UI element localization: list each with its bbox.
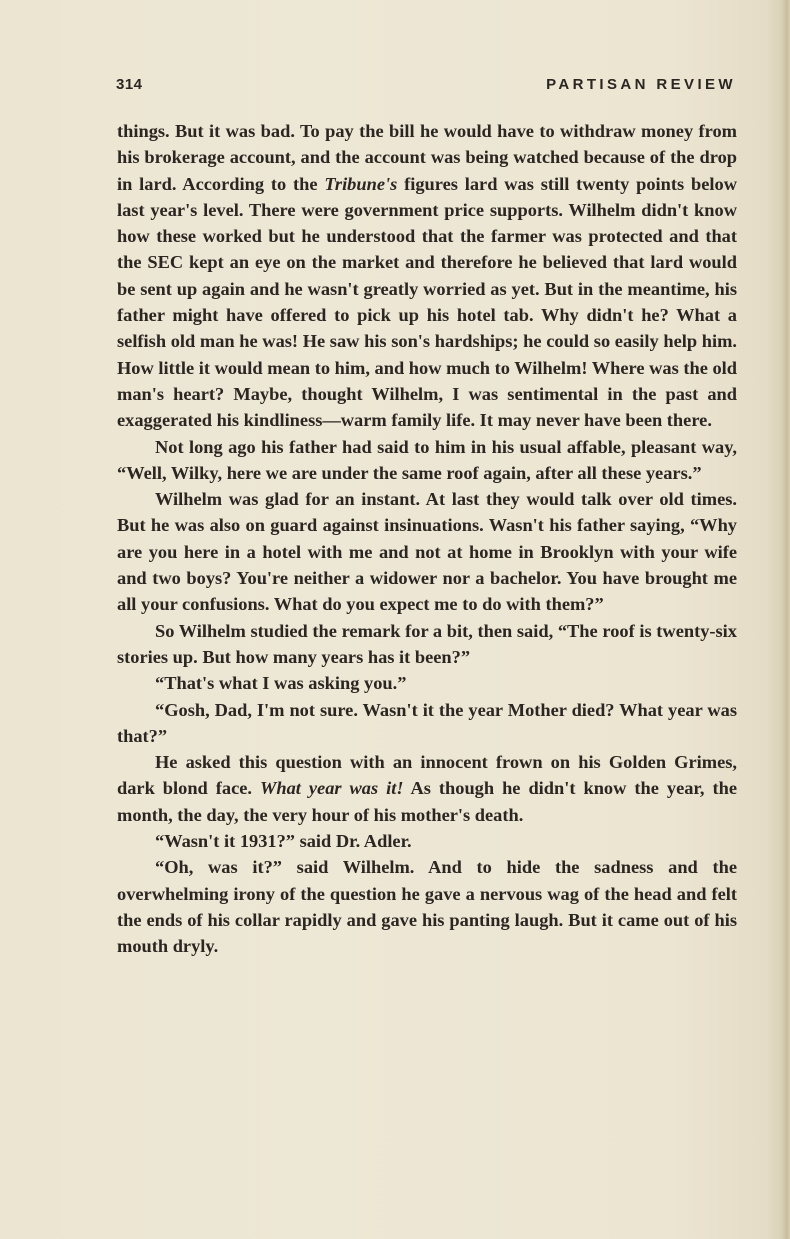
page-edge (782, 0, 790, 1239)
paragraph (117, 118, 737, 434)
page-number: 314 (116, 76, 143, 93)
paragraph: “Gosh, Dad, I'm not sure. Wasn't it the year Mother died? What year was that?” (117, 699, 737, 746)
paragraph-text: He asked this question with an innocent frown on his Golden Grimes, dark blond face. (117, 752, 737, 799)
paragraph-text: figures lard was still twenty points below last year's level. There were government price supports. Wilhelm didn't know how these worked but he understood that the farmer was protected and that the SEC kept an eye on the market and therefore he believed that lard would be sent up again and he wasn't greatly worried as yet. But in the meantime, his father might have offered to pick up his hotel tab. Why didn't he? What a selfish old man he was! He saw his son's hardships; he could so easily help him. How little it would mean to him, and how much to Wilhelm! Where was the old man's heart? Maybe, thought Wilhelm, I was sentimental in the past and exaggerated his kindliness—warm family life. It may never have been there. (117, 173, 737, 431)
paragraph (117, 749, 737, 828)
paragraph-text: As though he didn't know the year, the month, the day, the very hour of his mother's death. (117, 778, 737, 825)
paragraph: “Wasn't it 1931?” said Dr. Adler. (155, 831, 412, 852)
paragraph-text: things. But it was bad. To pay the bill he would have to withdraw money from his brokerage account, and the account was being watched because of the drop in lard. According to the (117, 121, 737, 194)
paragraph: “Oh, was it?” said Wilhelm. And to hide the sadness and the overwhelming irony of the question he gave a nervous wag of the head and felt the ends of his collar rapidly and gave his panting laugh. But it came out of his mouth dryly. (117, 857, 737, 957)
italic-text: What year was it! (260, 778, 404, 799)
paragraph: Wilhelm was glad for an instant. At last they would talk over old times. But he was also on guard against insinuations. Wasn't his father saying, “Why are you here in a hotel with me and not at home in Brooklyn with your wife and two boys? You're neither a widower nor a bachelor. You have brought me all your confusions. What do you expect me to do with them?” (117, 489, 737, 615)
paragraph: Not long ago his father had said to him in his usual affable, pleasant way, “Well, Wilky, here we are under the same roof again, after all these years.” (117, 436, 737, 483)
running-header (116, 76, 736, 98)
italic-text: Tribune's (324, 173, 398, 194)
body-text (117, 118, 737, 960)
running-title: PARTISAN REVIEW (546, 76, 736, 93)
paragraph: “That's what I was asking you.” (155, 673, 407, 694)
paragraph: So Wilhelm studied the remark for a bit, then said, “The roof is twenty-six stories up. But how many years has it been?” (117, 620, 737, 667)
